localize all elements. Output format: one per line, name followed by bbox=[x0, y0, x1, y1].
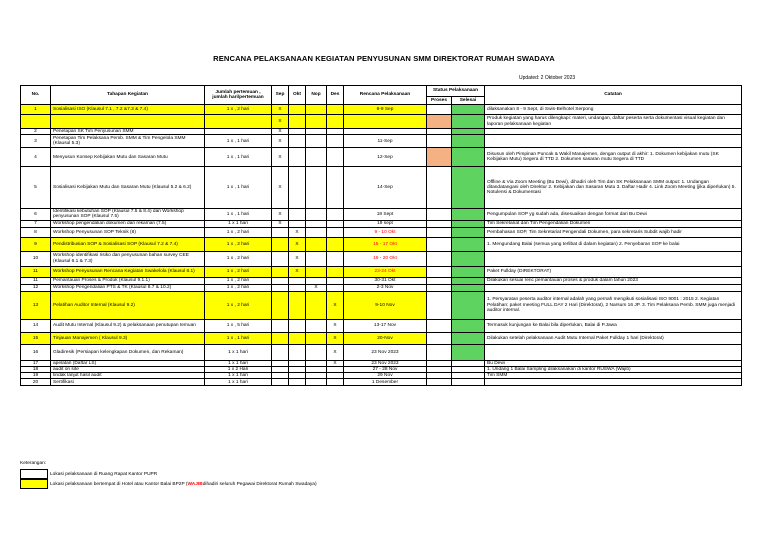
cell-rencana: 20-Nov bbox=[344, 332, 427, 344]
cell-des bbox=[327, 284, 344, 291]
cell-tahapan: tindak lanjut hasil audit bbox=[51, 373, 205, 379]
cell-no: 13 bbox=[21, 291, 51, 319]
cell-des bbox=[327, 105, 344, 115]
legend-warn: WAJIB bbox=[187, 481, 203, 487]
cell-rencana: 27 - 28 Nov bbox=[344, 366, 427, 372]
cell-nop bbox=[306, 135, 327, 148]
cell-catatan: Tim Sekretariat dan Tim Pengendalian Dokumen bbox=[485, 220, 742, 227]
table-row bbox=[21, 291, 742, 319]
cell-tahapan: Sosialisasi ISO (Klausul 7.1 , 7.2 &7.3 & 7.4) bbox=[51, 105, 205, 115]
schedule-table bbox=[20, 85, 742, 386]
cell-okt bbox=[289, 105, 306, 115]
cell-nop bbox=[306, 105, 327, 115]
cell-des: X bbox=[327, 360, 344, 366]
cell-nop bbox=[306, 148, 327, 167]
cell-sep: X bbox=[272, 135, 289, 148]
cell-proses bbox=[427, 344, 452, 360]
table-row bbox=[21, 148, 742, 167]
cell-okt bbox=[289, 284, 306, 291]
cell-selesai bbox=[452, 135, 485, 148]
table-row bbox=[21, 266, 742, 277]
updated-date: Updated: 2 Oktober 2023 bbox=[519, 75, 576, 81]
header-row bbox=[21, 86, 742, 97]
cell-sep bbox=[272, 277, 289, 284]
cell-selesai bbox=[452, 319, 485, 332]
cell-jumlah: 1 x 1 hari bbox=[205, 360, 272, 366]
cell-proses bbox=[427, 220, 452, 227]
cell-catatan: Paket Fullday (DIREKTORAT) bbox=[485, 266, 742, 277]
cell-no: 18 bbox=[21, 366, 51, 372]
cell-no: 20 bbox=[21, 379, 51, 386]
table-row bbox=[21, 115, 742, 129]
cell-jumlah: 1 x 2 Hari bbox=[205, 366, 272, 372]
cell-jumlah: 1 x , 2 hari bbox=[205, 237, 272, 251]
cell-catatan bbox=[485, 284, 742, 291]
cell-rencana: 12-Sep bbox=[344, 148, 427, 167]
cell-selesai bbox=[452, 227, 485, 237]
cell-sep bbox=[272, 284, 289, 291]
cell-des bbox=[327, 379, 344, 386]
cell-des bbox=[327, 209, 344, 220]
cell-rencana: 14-Sep bbox=[344, 167, 427, 209]
cell-selesai bbox=[452, 266, 485, 277]
cell-catatan bbox=[485, 379, 742, 386]
cell-rencana: 9 - 10 Okt bbox=[344, 227, 427, 237]
table-row bbox=[21, 344, 742, 360]
cell-jumlah: 1 x , 1 hari bbox=[205, 167, 272, 209]
table-row bbox=[21, 220, 742, 227]
cell-catatan bbox=[485, 135, 742, 148]
cell-tahapan: Pelatihan Auditor Internal (Klausul 9.2) bbox=[51, 291, 205, 319]
cell-catatan: Offline & Via Zoom Meeting (Bu Dewi), dihadiri oleh Tim dan SK Pelaksanaan SMM output: 1. Undangan ditandatangani oleh Direktur 2. Kebijakan dan Sasaran Mutu 3. Daftar Hadir 4. Link Zoom Meeting (jika diperlukan) 5. Notulensi & Dokumentasi bbox=[485, 167, 742, 209]
cell-catatan: 1. Mengundang Balai (semua yang terlibat di dalam kegiatan) 2. Penyebaran SOP ke balai bbox=[485, 237, 742, 251]
cell-selesai bbox=[452, 379, 485, 386]
cell-jumlah: 1 x , 2 hari bbox=[205, 284, 272, 291]
cell-selesai bbox=[452, 237, 485, 251]
col-proses: Proses bbox=[427, 97, 452, 105]
cell-okt bbox=[289, 209, 306, 220]
cell-no: 5 bbox=[21, 167, 51, 209]
cell-sep bbox=[272, 344, 289, 360]
cell-okt bbox=[289, 277, 306, 284]
cell-no: 10 bbox=[21, 251, 51, 266]
cell-catatan: Pengumpulan SOP yg sudah ada, disesuaikan dengan format dari Bu Dewi bbox=[485, 209, 742, 220]
cell-proses bbox=[427, 227, 452, 237]
cell-sep: X bbox=[272, 220, 289, 227]
table-row bbox=[21, 277, 742, 284]
cell-okt bbox=[289, 148, 306, 167]
cell-catatan: Pembahasan SOP, Tim Sekretariat Pengendali Dokumen, para sekretaris Subdit wajib hadir bbox=[485, 227, 742, 237]
cell-proses bbox=[427, 284, 452, 291]
cell-jumlah: 1 x 1 hari bbox=[205, 344, 272, 360]
cell-selesai bbox=[452, 167, 485, 209]
cell-nop bbox=[306, 379, 327, 386]
cell-des bbox=[327, 277, 344, 284]
cell-okt bbox=[289, 379, 306, 386]
cell-tahapan: Sosialisasi Kebijakan Mutu dan Sasaran Mutu (Klausul 5.2 & 6.2) bbox=[51, 167, 205, 209]
cell-proses bbox=[427, 266, 452, 277]
cell-jumlah: 1 x 1 hari bbox=[205, 220, 272, 227]
cell-proses bbox=[427, 277, 452, 284]
col-catatan: Catatan bbox=[485, 86, 742, 105]
legend-item-ruang-rapat bbox=[20, 469, 157, 479]
cell-sep bbox=[272, 319, 289, 332]
cell-no bbox=[21, 115, 51, 129]
cell-des bbox=[327, 251, 344, 266]
cell-catatan: Produk kegiatan yang harus dilengkapi: materi, undangan, daftar peserta serta dokumentasi visual kegiatan dan laporan pelaksanaan kegiatan bbox=[485, 115, 742, 129]
col-no: No. bbox=[21, 86, 51, 105]
table-row bbox=[21, 209, 742, 220]
cell-tahapan: Workshop Penyusunan SOP Teknik (8) bbox=[51, 227, 205, 237]
cell-nop bbox=[306, 319, 327, 332]
cell-catatan bbox=[485, 344, 742, 360]
cell-tahapan: Audit Mutu Internal (Klausul 9.2) & pelaksanaan penutupan temuan bbox=[51, 319, 205, 332]
cell-sep: X bbox=[272, 129, 289, 135]
cell-jumlah: 1 x , 2 hari bbox=[205, 227, 272, 237]
cell-tahapan bbox=[51, 115, 205, 129]
cell-okt bbox=[289, 135, 306, 148]
table-row bbox=[21, 105, 742, 115]
cell-nop bbox=[306, 344, 327, 360]
cell-nop bbox=[306, 332, 327, 344]
cell-tahapan: Workshop pengendalian dokumen dan rekaman (7.5) bbox=[51, 220, 205, 227]
cell-nop bbox=[306, 227, 327, 237]
cell-sep: X bbox=[272, 148, 289, 167]
cell-selesai bbox=[452, 291, 485, 319]
cell-tahapan: Pemantauan Proses & Produk (Klausul 9.1.1) bbox=[51, 277, 205, 284]
cell-sep bbox=[272, 379, 289, 386]
col-des: Des bbox=[327, 86, 344, 105]
cell-jumlah: 1 x , 5 hari bbox=[205, 319, 272, 332]
cell-des bbox=[327, 115, 344, 129]
cell-tahapan: Identifikasi kebutuhan SOP (Klausul 7.5 & 8.4) dan Workshop penyusunan SOP (Klausul 7.5) bbox=[51, 209, 205, 220]
cell-jumlah: 1 x , 1 hari bbox=[205, 135, 272, 148]
col-sep: Sep bbox=[272, 86, 289, 105]
cell-okt: X bbox=[289, 227, 306, 237]
cell-okt bbox=[289, 291, 306, 319]
cell-tahapan: Penetapan Tim Pelaksana Pemb. SMM & Tim Pengelola SMM (Klausul 5.3) bbox=[51, 135, 205, 148]
cell-jumlah: 1 x , 2 hari bbox=[205, 251, 272, 266]
cell-rencana: 8-9 Sep bbox=[344, 105, 427, 115]
col-rencana: Rencana Pelaksanaan bbox=[344, 86, 427, 105]
cell-des bbox=[327, 135, 344, 148]
col-tahapan: Tahapan Kegiatan bbox=[51, 86, 205, 105]
cell-no: 7 bbox=[21, 220, 51, 227]
cell-tahapan: Workshop identifikasi risiko dan penyusunan bahan survey CEE (Klausul 6.1 & 7.3) bbox=[51, 251, 205, 266]
col-jumlah: Jumlah pertemuan , jumlah hari/pertemuan bbox=[205, 86, 272, 105]
cell-nop bbox=[306, 291, 327, 319]
cell-sep bbox=[272, 291, 289, 319]
cell-des bbox=[327, 148, 344, 167]
table-row bbox=[21, 251, 742, 266]
cell-rencana: 19 sept bbox=[344, 220, 427, 227]
cell-catatan: Disusun oleh Pimpinan Puncak & Wakil Manajemen, dengan output di akhir: 1. Dokumen kebijakan mutu (SK Kebijakan Mutu) Segera di TTD 2. Dokumen sasaran mutu Segera di TTD bbox=[485, 148, 742, 167]
cell-no: 14 bbox=[21, 319, 51, 332]
cell-jumlah: 1 x 1 hari bbox=[205, 373, 272, 379]
cell-jumlah: 1 x 1 hari bbox=[205, 379, 272, 386]
cell-catatan: dilaksanakan 8 - 9 Sept, di Swis-Belhotel Serpong bbox=[485, 105, 742, 115]
cell-des: X bbox=[327, 319, 344, 332]
cell-rencana: 23 Nov 2023 bbox=[344, 344, 427, 360]
cell-proses bbox=[427, 332, 452, 344]
cell-nop bbox=[306, 237, 327, 251]
cell-rencana: 18 Sept bbox=[344, 209, 427, 220]
cell-no: 9 bbox=[21, 237, 51, 251]
cell-no: 12 bbox=[21, 284, 51, 291]
cell-rencana: 15 - 17 Okt bbox=[344, 237, 427, 251]
cell-no: 1 bbox=[21, 105, 51, 115]
cell-proses bbox=[427, 115, 452, 129]
cell-no: 16 bbox=[21, 344, 51, 360]
cell-tahapan: Workshop Pengendalian PTS & TK (Klausul 8.7 & 10.2) bbox=[51, 284, 205, 291]
cell-selesai bbox=[452, 209, 485, 220]
cell-no: 15 bbox=[21, 332, 51, 344]
cell-tahapan: Penetapan SK Tim Penyusunan SMM bbox=[51, 129, 205, 135]
cell-des: X bbox=[327, 344, 344, 360]
cell-sep bbox=[272, 237, 289, 251]
cell-tahapan: Sertifikasi bbox=[51, 379, 205, 386]
cell-sep bbox=[272, 266, 289, 277]
cell-catatan: Dilakukan sesuai renc pemantauan proses & produk dalam tahun 2023 bbox=[485, 277, 742, 284]
col-selesai: Selesai bbox=[452, 97, 485, 105]
cell-okt: X bbox=[289, 251, 306, 266]
cell-catatan: 1. Undang 1 Balai Sampling dilaksanakan di kantor RUSWA (Wajib) bbox=[485, 366, 742, 372]
cell-rencana: 11-Sep bbox=[344, 135, 427, 148]
cell-jumlah: 1 x , 2 hari bbox=[205, 266, 272, 277]
table-row bbox=[21, 332, 742, 344]
cell-des bbox=[327, 227, 344, 237]
cell-nop bbox=[306, 266, 327, 277]
table-row bbox=[21, 135, 742, 148]
cell-des: X bbox=[327, 291, 344, 319]
cell-des bbox=[327, 266, 344, 277]
cell-sep: X bbox=[272, 115, 289, 129]
cell-sep: X bbox=[272, 167, 289, 209]
cell-jumlah bbox=[205, 115, 272, 129]
cell-sep bbox=[272, 227, 289, 237]
cell-rencana: 13-17 Nov bbox=[344, 319, 427, 332]
cell-nop bbox=[306, 220, 327, 227]
table-row bbox=[21, 237, 742, 251]
cell-rencana: 1 Desember bbox=[344, 379, 427, 386]
cell-catatan: Bu Dewi bbox=[485, 360, 742, 366]
cell-okt bbox=[289, 332, 306, 344]
cell-selesai bbox=[452, 115, 485, 129]
cell-no: 17 bbox=[21, 360, 51, 366]
cell-nop bbox=[306, 115, 327, 129]
cell-tahapan: Pendistribusian SOP & Sosialisasi SOP (Klausul 7.2 & 7.4) bbox=[51, 237, 205, 251]
cell-nop: X bbox=[306, 284, 327, 291]
cell-proses bbox=[427, 251, 452, 266]
cell-jumlah: 1 x , 2 hari bbox=[205, 277, 272, 284]
cell-jumlah: 1 x , 2 hari bbox=[205, 105, 272, 115]
cell-catatan: Tim SMM bbox=[485, 373, 742, 379]
cell-proses bbox=[427, 291, 452, 319]
cell-no: 11 bbox=[21, 266, 51, 277]
cell-tahapan: Gladiresik (Persiapan kelengkapan Dokumen, dan Rekaman) bbox=[51, 344, 205, 360]
cell-rencana: 2-3 Nov bbox=[344, 284, 427, 291]
cell-catatan: Termasuk kunjungan ke Balai bila diperlukan, Balai di P.Jawa bbox=[485, 319, 742, 332]
cell-selesai bbox=[452, 284, 485, 291]
cell-okt: X bbox=[289, 266, 306, 277]
col-status: Status Pelaksanaan bbox=[427, 86, 485, 97]
cell-okt: X bbox=[289, 237, 306, 251]
cell-des bbox=[327, 220, 344, 227]
cell-tahapan: Workshop Penyusunan Rencana Kegiatan Swakelola (Klausul 8.1) bbox=[51, 266, 205, 277]
cell-proses bbox=[427, 167, 452, 209]
cell-tahapan: apelatan (Daftar LS) bbox=[51, 360, 205, 366]
cell-proses bbox=[427, 209, 452, 220]
table-row bbox=[21, 227, 742, 237]
cell-okt bbox=[289, 344, 306, 360]
cell-jumlah: 1 x , 1 hari bbox=[205, 209, 272, 220]
cell-no: 11 bbox=[21, 277, 51, 284]
cell-tahapan: Menyusun Konsep Kebijakan Mutu dan Sasaran Mutu bbox=[51, 148, 205, 167]
page-title: RENCANA PELAKSANAAN KEGIATAN PENYUSUNAN SMM DIREKTORAT RUMAH SWADAYA bbox=[213, 54, 555, 63]
cell-rencana: 23 Nov 2023 bbox=[344, 360, 427, 366]
cell-no: 8 bbox=[21, 227, 51, 237]
cell-des bbox=[327, 237, 344, 251]
cell-nop bbox=[306, 167, 327, 209]
cell-nop bbox=[306, 277, 327, 284]
cell-no: 3 bbox=[21, 135, 51, 148]
cell-rencana bbox=[344, 115, 427, 129]
legend-item-hotel bbox=[20, 479, 317, 489]
cell-okt bbox=[289, 319, 306, 332]
cell-tahapan: audit on site bbox=[51, 366, 205, 372]
cell-rencana: 30-31 Okt bbox=[344, 277, 427, 284]
cell-catatan bbox=[485, 251, 742, 266]
cell-rencana: 9-10 Nov bbox=[344, 291, 427, 319]
cell-proses bbox=[427, 237, 452, 251]
table-row bbox=[21, 379, 742, 386]
table-row bbox=[21, 167, 742, 209]
cell-okt bbox=[289, 220, 306, 227]
cell-okt bbox=[289, 115, 306, 129]
table-row bbox=[21, 319, 742, 332]
cell-selesai bbox=[452, 332, 485, 344]
cell-no: 6 bbox=[21, 209, 51, 220]
cell-jumlah: 1 x , 2 hari bbox=[205, 291, 272, 319]
cell-selesai bbox=[452, 220, 485, 227]
legend-text-post: dihadiri seluruh Pegawai Direktorat Rumah Swadaya) bbox=[202, 481, 317, 487]
col-nop: Nop bbox=[306, 86, 327, 105]
cell-sep bbox=[272, 251, 289, 266]
cell-proses bbox=[427, 379, 452, 386]
cell-tahapan: Tinjauan Manajemen ( Klausul 9.3) bbox=[51, 332, 205, 344]
cell-jumlah: 1 x , 1 hari bbox=[205, 148, 272, 167]
cell-sep: X bbox=[272, 105, 289, 115]
cell-nop bbox=[306, 209, 327, 220]
cell-sep bbox=[272, 332, 289, 344]
cell-sep: X bbox=[272, 209, 289, 220]
col-okt: Okt bbox=[289, 86, 306, 105]
cell-selesai bbox=[452, 344, 485, 360]
legend-swatch-white bbox=[20, 469, 48, 479]
cell-rencana: 19 - 20 Okt bbox=[344, 251, 427, 266]
cell-des: X bbox=[327, 332, 344, 344]
cell-catatan: 1. Persyaratan peserta auditor internal adalah yang pernah mengikuti sosialisasi ISO 9001 : 2015 2. Kegiatan Pelatihan: paket meeting FULL DAY 2 Hari (Direktorat), 2 Narsum 16 JP. 3. Tim Pelaksana Pemb. SMM juga menjadi auditor internal. bbox=[485, 291, 742, 319]
cell-proses bbox=[427, 148, 452, 167]
cell-jumlah: 1 x , 1 hari bbox=[205, 332, 272, 344]
cell-no: 2 bbox=[21, 129, 51, 135]
cell-rencana: 29 Nov bbox=[344, 373, 427, 379]
cell-selesai bbox=[452, 277, 485, 284]
table-row bbox=[21, 284, 742, 291]
cell-no: 4 bbox=[21, 148, 51, 167]
cell-proses bbox=[427, 135, 452, 148]
cell-selesai bbox=[452, 105, 485, 115]
cell-selesai bbox=[452, 148, 485, 167]
cell-catatan: Dilakukan setelah pelaksanaan Audit Mutu Internal Paket Fullday 1 hari (Direktorat) bbox=[485, 332, 742, 344]
legend-text: Lokasi pelaksanaan di Ruang Rapat Kantor PUPR bbox=[50, 471, 158, 477]
legend-text-pre: Lokasi pelaksanaan bertempat di Hotel atau Kantor Balai BP2P ( bbox=[50, 481, 188, 487]
cell-proses bbox=[427, 105, 452, 115]
cell-des bbox=[327, 167, 344, 209]
cell-proses bbox=[427, 319, 452, 332]
cell-nop bbox=[306, 251, 327, 266]
cell-rencana: 23-24 Okt bbox=[344, 266, 427, 277]
cell-no: 19 bbox=[21, 373, 51, 379]
legend-swatch-yellow bbox=[20, 479, 48, 489]
cell-selesai bbox=[452, 251, 485, 266]
keterangan-label: Keterangan: bbox=[20, 461, 47, 466]
cell-okt bbox=[289, 167, 306, 209]
